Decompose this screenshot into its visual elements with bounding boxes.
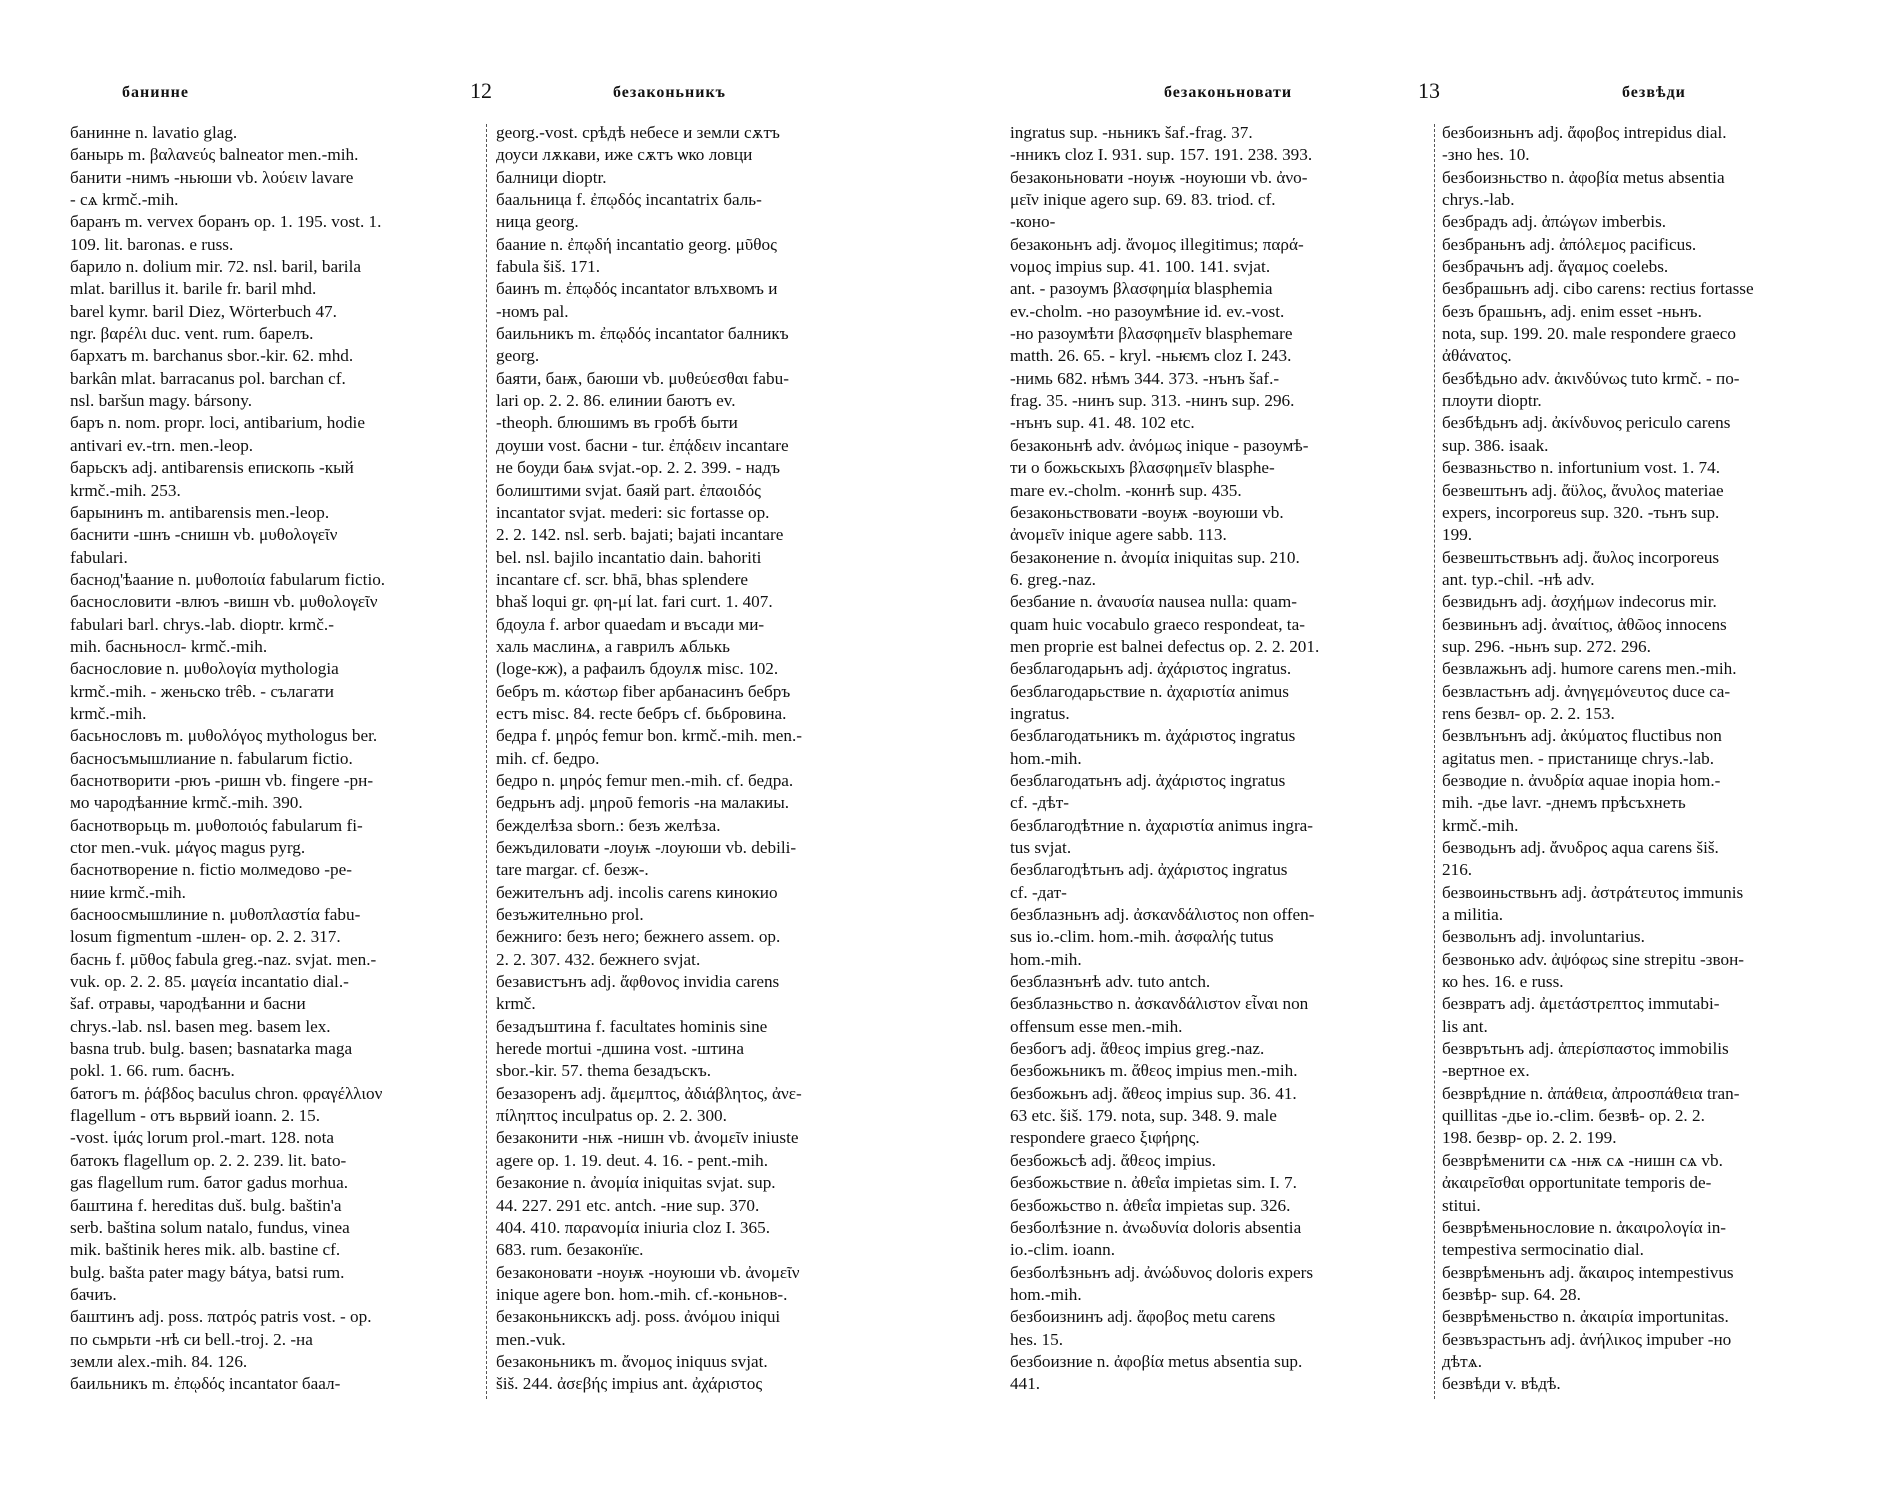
entry-line: баильникъ m. ἐπῳδός incantator баал- bbox=[70, 1374, 341, 1394]
entry-line: бархатъ m. barchanus sbor.-kir. 62. mhd. bbox=[70, 346, 354, 366]
entry-line: offensum esse men.-mih. bbox=[1010, 1016, 1183, 1036]
entry-line: hom.-mih. bbox=[1010, 1284, 1082, 1304]
entry-line: безаконьникскъ adj. poss. ἀνόμου iniqui bbox=[496, 1307, 781, 1327]
entry-line: ниие krmč.-mih. bbox=[70, 882, 186, 902]
entry-line: chrys.-lab. bbox=[1442, 190, 1515, 210]
entry-line: басносъмышлиание n. fabularum fictio. bbox=[70, 748, 353, 768]
entry-line: бежителънъ adj. incolis carens кинокио bbox=[496, 882, 778, 902]
entry-line: sup. 386. isaak. bbox=[1442, 435, 1549, 455]
entry-line: bhaš loqui gr. φη-μί lat. fari curt. 1. 407. bbox=[496, 592, 773, 612]
entry-line: бежъдиловати -лоуѭ -лоуюши vb. debili- bbox=[496, 838, 797, 857]
right-column-2 bbox=[1442, 122, 1880, 1396]
entry-line: ἀκαιρεῖσθαι opportunitate temporis de- bbox=[1442, 1173, 1712, 1193]
entry-line: 63 etc. šiš. 179. nota, sup. 348. 9. male bbox=[1010, 1106, 1277, 1126]
entry-line: krmč.-mih. bbox=[1442, 815, 1519, 835]
entry-line: cf. -дѣт- bbox=[1010, 793, 1069, 813]
entry-line: ctor men.-vuk. μάγος magus pyrg. bbox=[70, 838, 306, 857]
entry-line: quam huic vocabulo graeco respondeat, ta- bbox=[1010, 614, 1305, 634]
entry-line: krmč.-mih. 253. bbox=[70, 480, 181, 500]
entry-line: bel. nsl. bajilo incantatio dain. bahoriti bbox=[496, 547, 762, 567]
entry-line: безболѣзние n. ἀνωδυνία doloris absentia bbox=[1010, 1217, 1302, 1237]
entry-line: expers, incorporeus sup. 320. -тьнъ sup. bbox=[1442, 502, 1720, 522]
entry-line: баснь f. μῦθος fabula greg.-naz. svjat. men.- bbox=[70, 949, 377, 969]
entry-line: безвоиньствьнъ adj. ἀστράτευτος immunis bbox=[1442, 882, 1744, 902]
right-column-divider bbox=[1434, 124, 1435, 1399]
entry-line: бедрьнъ adj. μηροῦ femoris -на малакиы. bbox=[496, 793, 790, 813]
entry-line: дѣтѧ. bbox=[1442, 1351, 1483, 1371]
entry-line: men proprie est balnei defectus op. 2. 2. 201. bbox=[1010, 636, 1320, 656]
entry-line: безъжителньно prol. bbox=[496, 905, 644, 925]
entry-line: баснословити -влюъ -вишн vb. μυθολογεῖν bbox=[70, 592, 378, 612]
right-column-1 bbox=[1010, 122, 1448, 1396]
entry-line: безавистънъ adj. ἄφθονος invidia carens bbox=[496, 972, 780, 992]
entry-line: баснод'ѣаание n. μυθοποιία fabularum fictio. bbox=[70, 569, 386, 589]
entry-line: безбрадъ adj. ἀπώγων imberbis. bbox=[1442, 212, 1667, 232]
entry-line: ingratus sup. -ньникъ šaf.-frag. 37. bbox=[1010, 123, 1253, 142]
entry-line: по сьмрьти -нѣ си bell.-troj. 2. -на bbox=[70, 1329, 313, 1349]
entry-line: -коно- bbox=[1010, 212, 1056, 232]
entry-line: баание n. ἐπῳδή incantatio georg. μῦθος bbox=[496, 234, 777, 254]
entry-line: безвольнъ adj. involuntarius. bbox=[1442, 927, 1645, 947]
entry-line: antivari ev.-trn. men.-leop. bbox=[70, 435, 254, 455]
entry-line: безвидьнъ adj. ἀσχήμων indecorus mir. bbox=[1442, 592, 1717, 612]
entry-line: безбожьсѣ adj. ἄθεος impius. bbox=[1010, 1150, 1216, 1170]
entry-line: ко hes. 16. e russ. bbox=[1442, 972, 1564, 992]
entry-line: ница georg. bbox=[496, 212, 579, 232]
entry-line: баяти, баѭ, баюши vb. μυθεύεσθαι fabu- bbox=[496, 368, 789, 388]
entry-line: безвлажьнъ adj. humore carens men.-mih. bbox=[1442, 659, 1737, 679]
entry-line: bulg. bašta pater magy bátya, batsi rum. bbox=[70, 1262, 345, 1282]
entry-line: vuk. op. 2. 2. 85. μαγεία incantatio dial.- bbox=[70, 972, 349, 992]
entry-line: -нънъ sup. 41. 48. 102 etc. bbox=[1010, 413, 1195, 433]
entry-line: баснотворьць m. μυθοποιός fabularum fi- bbox=[70, 815, 363, 835]
entry-line: 216. bbox=[1442, 860, 1473, 880]
entry-line: krmč. bbox=[496, 994, 536, 1014]
entry-line: безбожьство n. ἀθεΐα impietas sup. 326. bbox=[1010, 1195, 1291, 1215]
left-header-right: безаконьникъ bbox=[613, 84, 726, 101]
entry-line: безблазньнъ adj. ἀσκανδάλιστος non offen- bbox=[1010, 905, 1315, 925]
entry-line: fabulari barl. chrys.-lab. dioptr. krmč.- bbox=[70, 614, 334, 634]
entry-line: losum figmentum -шлен- op. 2. 2. 317. bbox=[70, 927, 341, 947]
entry-line: -но разоумѣти βλασφημεῖν blasphemare bbox=[1010, 324, 1293, 344]
entry-line: -нникъ cloz I. 931. sup. 157. 191. 238. 393. bbox=[1010, 145, 1313, 165]
right-page-number: 13 bbox=[1418, 78, 1440, 103]
entry-line: безвештьствьнъ adj. ἄυλος incorporeus bbox=[1442, 547, 1720, 567]
entry-line: безвлънънъ adj. ἀκύματος fluctibus non bbox=[1442, 726, 1722, 746]
entry-line: 6. greg.-naz. bbox=[1010, 569, 1096, 589]
entry-line: безбание n. ἀναυσία nausea nulla: quam- bbox=[1010, 592, 1297, 612]
entry-line: pokl. 1. 66. rum. баснъ. bbox=[70, 1061, 235, 1081]
entry-line: šaf. отравы, чародѣанни и басни bbox=[70, 994, 306, 1014]
entry-line: mih. басньносл- krmč.-mih. bbox=[70, 636, 268, 656]
entry-line: безаконие n. ἀνομία iniquitas svjat. sup. bbox=[496, 1173, 776, 1193]
entry-line: плоути dioptr. bbox=[1442, 391, 1542, 411]
entry-line: бедра f. μηρός femur bon. krmč.-mih. men.- bbox=[496, 726, 802, 746]
entry-line: безаконовати -ноуѭ -ноуюши vb. ἀνομεῖν bbox=[496, 1262, 800, 1282]
entry-line: не боуди баѩ svjat.-op. 2. 2. 399. - надъ bbox=[496, 458, 781, 478]
entry-line: доуси лѫкави, иже сѫтъ ѡко ловци bbox=[496, 145, 753, 165]
left-page-number: 12 bbox=[470, 78, 492, 103]
entry-line: безвратъ adj. ἀμετάστρεπτος immutabi- bbox=[1442, 994, 1720, 1014]
entry-line: incantare cf. scr. bhā, bhas splendere bbox=[496, 569, 748, 589]
entry-line: безблазнънѣ adv. tuto antch. bbox=[1010, 972, 1211, 992]
entry-line: georg. bbox=[496, 346, 540, 366]
entry-line: батокъ flagellum op. 2. 2. 239. lit. bato- bbox=[70, 1150, 347, 1170]
entry-line: безбоизньнъ adj. ἄφοβος intrepidus dial. bbox=[1442, 123, 1727, 142]
entry-line: естъ misc. 84. recte бебръ cf. бьбровина. bbox=[496, 703, 787, 723]
entry-line: sbor.-kir. 57. thema безадъскъ. bbox=[496, 1061, 712, 1081]
entry-line: банинне n. lavatio glag. bbox=[70, 123, 238, 142]
entry-line: безвештьнъ adj. ἄϋλος, ἄνυλος materiae bbox=[1442, 480, 1724, 500]
entry-line: quillitas -дье io.-clim. безвѣ- op. 2. 2. bbox=[1442, 1106, 1705, 1126]
entry-line: баръ n. nom. propr. loci, antibarium, hodie bbox=[70, 413, 365, 433]
entry-line: 199. bbox=[1442, 525, 1473, 545]
entry-line: барьскъ adj. antibarensis епископь -кый bbox=[70, 458, 354, 478]
entry-line: chrys.-lab. nsl. basen meg. basem lex. bbox=[70, 1016, 331, 1036]
entry-line: безазоренъ adj. ἄμεμπτος, ἀδιάβλητος, ἀνε- bbox=[496, 1083, 802, 1103]
entry-line: баснотворити -рюъ -ришн vb. fingere -рн- bbox=[70, 770, 374, 790]
entry-line: mih. -дье lavr. -днемъ прѣсъхнеть bbox=[1442, 793, 1686, 813]
entry-line: cf. -дат- bbox=[1010, 882, 1067, 902]
entry-line: баальница f. ἐπῳδός incantatrix баль- bbox=[496, 190, 762, 210]
entry-line: бежниго: безъ него; бежнего assem. op. bbox=[496, 927, 781, 947]
entry-line: басноосмышлиние n. μυθοπλαστία fabu- bbox=[70, 905, 361, 925]
entry-line: безбожьнъ adj. ἄθεος impius sup. 36. 41. bbox=[1010, 1083, 1297, 1103]
entry-line: 198. безвр- op. 2. 2. 199. bbox=[1442, 1128, 1617, 1148]
entry-line: басьнословъ m. μυθολόγος mythologus ber. bbox=[70, 726, 378, 746]
entry-line: serb. baština solum natalo, fundus, vinea bbox=[70, 1217, 350, 1237]
entry-line: ἀθάνατος. bbox=[1442, 346, 1512, 366]
entry-line: agere op. 1. 19. deut. 4. 16. - pent.-mih. bbox=[496, 1150, 769, 1170]
entry-line: frag. 35. -нинъ sup. 313. -нинъ sup. 296. bbox=[1010, 391, 1295, 411]
entry-line: ant. typ.-chil. -нѣ adv. bbox=[1442, 569, 1595, 589]
entry-line: доуши vost. басни - tur. ἐπᾴδειν incantare bbox=[496, 435, 789, 455]
entry-line: безблагодарьствие n. ἀχαριστία animus bbox=[1010, 681, 1289, 701]
entry-line: io.-clim. ioann. bbox=[1010, 1240, 1116, 1260]
entry-line: бачиъ. bbox=[70, 1284, 117, 1304]
entry-line: fabulari. bbox=[70, 547, 128, 567]
entry-line: -vost. ἱμάς lorum prol.-mart. 128. nota bbox=[70, 1128, 335, 1148]
entry-line: tus svjat. bbox=[1010, 838, 1072, 857]
entry-line: безвонько adv. ἀψόφως sine strepitu -звон- bbox=[1442, 949, 1744, 969]
entry-line: безврѣменьнъ adj. ἄκαιρος intempestivus bbox=[1442, 1262, 1734, 1282]
left-column-2 bbox=[496, 122, 934, 1396]
entry-line: безвѣр- sup. 64. 28. bbox=[1442, 1284, 1581, 1304]
entry-line: болиштими svjat. баяй part. ἐπαοιδός bbox=[496, 480, 761, 500]
entry-line: банити -нимъ -ньюши vb. λούειν lavare bbox=[70, 167, 354, 187]
entry-line: -зно hes. 10. bbox=[1442, 145, 1530, 165]
entry-line: балници dioptr. bbox=[496, 167, 607, 187]
entry-line: безбоизнинъ adj. ἄφοβος metu carens bbox=[1010, 1307, 1276, 1327]
entry-line: бдоула f. arbor quaedam и въсади ми- bbox=[496, 614, 765, 634]
entry-line: ant. - разоумъ βλασφημία blasphemia bbox=[1010, 279, 1273, 299]
entry-line: безвиньнъ adj. ἀναίτιος, ἀθῶος innocens bbox=[1442, 614, 1727, 634]
entry-line: sus io.-clim. hom.-mih. ἀσφαλής tutus bbox=[1010, 927, 1274, 947]
entry-line: безблагодатьникъ m. ἀχάριστος ingratus bbox=[1010, 726, 1296, 746]
entry-line: 109. lit. baronas. e russ. bbox=[70, 234, 234, 254]
entry-line: батогъ m. ῥάβδος baculus chron. φραγέλλιον bbox=[70, 1083, 383, 1103]
entry-line: безврѣменьнословие n. ἀκαιρολογία in- bbox=[1442, 1217, 1727, 1237]
entry-line: stitui. bbox=[1442, 1195, 1481, 1215]
entry-line: безаконьновати -ноуѭ -ноуюши vb. ἀνο- bbox=[1010, 167, 1308, 187]
entry-line: barkân mlat. barracanus pol. barchan cf. bbox=[70, 368, 346, 388]
entry-line: безадъштина f. facultates hominis sine bbox=[496, 1016, 768, 1036]
entry-line: inique agere bon. hom.-mih. cf.-коньнов-. bbox=[496, 1284, 788, 1304]
entry-line: ingratus. bbox=[1010, 703, 1070, 723]
entry-line: fabula šiš. 171. bbox=[496, 257, 601, 277]
entry-line: безаконити -нѭ -нишн vb. ἀνομεῖν iniuste bbox=[496, 1128, 799, 1148]
entry-line: 2. 2. 142. nsl. serb. bajati; bajati incantare bbox=[496, 525, 784, 545]
entry-line: hes. 15. bbox=[1010, 1329, 1063, 1349]
entry-line: 404. 410. παρανομία iniuria cloz I. 365. bbox=[496, 1217, 771, 1237]
right-header-left: безаконьновати bbox=[1164, 84, 1293, 101]
entry-line: баснотворение n. fictio молмедово -ре- bbox=[70, 860, 352, 880]
entry-line: безвластьнъ adj. ἀνηγεμόνευτος duce ca- bbox=[1442, 681, 1731, 701]
entry-line: безаконение n. ἀνομία iniquitas sup. 210. bbox=[1010, 547, 1300, 567]
left-header-left: банинне bbox=[122, 84, 189, 101]
entry-line: mih. cf. бедро. bbox=[496, 748, 600, 768]
entry-line: agitatus men. - пристанище chrys.-lab. bbox=[1442, 748, 1715, 768]
entry-line: ev.-cholm. -но разоумѣние id. ev.-vost. bbox=[1010, 301, 1285, 321]
entry-line: 683. rum. безаконїѥ. bbox=[496, 1240, 644, 1260]
entry-line: барынинъ m. antibarensis men.-leop. bbox=[70, 502, 330, 522]
entry-line: безблагодарьнъ adj. ἀχάριστος ingratus. bbox=[1010, 659, 1292, 679]
entry-line: a militia. bbox=[1442, 905, 1504, 925]
entry-line: безблагодатьнъ adj. ἀχάριστος ingratus bbox=[1010, 770, 1286, 790]
entry-line: lari op. 2. 2. 86. елинии баютъ ev. bbox=[496, 391, 736, 411]
entry-line: безвъзрастьнъ adj. ἀνήλικος impuber -но bbox=[1442, 1329, 1732, 1349]
entry-line: basna trub. bulg. basen; basnatarka maga bbox=[70, 1039, 353, 1059]
entry-line: ngr. βαρέλι duc. vent. rum. барелъ. bbox=[70, 324, 314, 344]
entry-line: rens безвл- op. 2. 2. 153. bbox=[1442, 703, 1615, 723]
entry-line: безбѣдьнъ adj. ἀκίνδυνος periculo carens bbox=[1442, 413, 1731, 433]
entry-line: безвазньство n. infortunium vost. 1. 74. bbox=[1442, 458, 1721, 478]
entry-line: баранъ m. vervex боранъ op. 1. 195. vost. 1. bbox=[70, 212, 382, 232]
entry-line: бедро n. μηρός femur men.-mih. cf. бедра. bbox=[496, 770, 794, 790]
entry-line: flagellum - отъ вьрвий ioann. 2. 15. bbox=[70, 1106, 321, 1126]
entry-line: incantator svjat. mederi: sic fortasse op. bbox=[496, 502, 770, 522]
entry-line: mik. baštinik heres mik. alb. bastine cf. bbox=[70, 1240, 341, 1260]
entry-line: ти о божьскыхъ βλασφημεῖν blasphe- bbox=[1010, 458, 1275, 478]
entry-line: nsl. baršun magy. bársony. bbox=[70, 391, 253, 411]
entry-line: халь маслинѧ, а гаврилъ ѧблькь bbox=[496, 636, 730, 656]
entry-line: herede mortui -дшина vost. -штина bbox=[496, 1039, 744, 1059]
entry-line: 2. 2. 307. 432. бежнего svjat. bbox=[496, 949, 701, 969]
entry-line: 441. bbox=[1010, 1374, 1041, 1394]
entry-line: земли alex.-mih. 84. 126. bbox=[70, 1351, 248, 1371]
entry-line: безблагодѣтьнъ adj. ἀχάριστος ingratus bbox=[1010, 860, 1288, 880]
entry-line: безаконьнъ adj. ἄνομος illegitimus; παρά- bbox=[1010, 234, 1304, 254]
entry-line: безврѣдние n. ἀπάθεια, ἀπροσπάθεια tran- bbox=[1442, 1083, 1740, 1103]
left-column-divider bbox=[486, 124, 487, 1399]
entry-line: безаконьнѣ adv. ἀνόμως inique - разоумѣ- bbox=[1010, 435, 1309, 455]
entry-line: безбоизние n. ἀφοβία metus absentia sup. bbox=[1010, 1351, 1303, 1371]
entry-line: безврътьнъ adj. ἀπερίσπαστος immobilis bbox=[1442, 1039, 1729, 1059]
left-column-1 bbox=[70, 122, 508, 1396]
entry-line: безблазньство n. ἀσκανδάλιστον εἶναι non bbox=[1010, 994, 1309, 1014]
entry-line: баинъ m. ἐπῳδός incantator влъхвомъ и bbox=[496, 279, 778, 299]
entry-line: безболѣзньнъ adj. ἀνώδυνος doloris expers bbox=[1010, 1262, 1314, 1282]
entry-line: (loge-кж), а рафаилъ бдоулѫ misc. 102. bbox=[496, 659, 779, 679]
entry-line: баснословие n. μυθολογία mythologia bbox=[70, 659, 339, 679]
entry-line: мо чародѣанние krmč.-mih. 390. bbox=[70, 793, 303, 813]
entry-line: -theoph. блюшимъ въ гробѣ быти bbox=[496, 413, 738, 433]
entry-line: безвѣди v. вѣдѣ. bbox=[1442, 1374, 1561, 1394]
entry-line: бежделѣза sborn.: безъ желѣза. bbox=[496, 815, 721, 835]
entry-line: hom.-mih. bbox=[1010, 949, 1082, 969]
entry-line: баснити -шнъ -снишн vb. μυθολογεῖν bbox=[70, 525, 338, 545]
entry-line: безводьнъ adj. ἄνυδρος aqua carens šiš. bbox=[1442, 838, 1719, 857]
entry-line: баштинъ adj. poss. πατρός patris vost. - op. bbox=[70, 1307, 372, 1327]
entry-line: безбрачьнъ adj. ἄγαμος coelebs. bbox=[1442, 257, 1669, 277]
entry-line: šiš. 244. ἀσεβής impius ant. ἀχάριστος bbox=[496, 1374, 763, 1394]
entry-line: men.-vuk. bbox=[496, 1329, 566, 1349]
entry-line: банырь m. βαλανεύς balneator men.-mih. bbox=[70, 145, 359, 165]
entry-line: баильникъ m. ἐπῳδός incantator балникъ bbox=[496, 324, 789, 344]
entry-line: безврѣменити сѧ -нѭ сѧ -нишн сѧ vb. bbox=[1442, 1150, 1723, 1170]
entry-line: lis ant. bbox=[1442, 1016, 1488, 1036]
entry-line: безбогъ adj. ἄθεος impius greg.-naz. bbox=[1010, 1039, 1265, 1059]
entry-line: -нимь 682. нѣмъ 344. 373. -нънъ šaf.- bbox=[1010, 368, 1280, 388]
entry-line: hom.-mih. bbox=[1010, 748, 1082, 768]
entry-line: respondere graeco ξιφήρης. bbox=[1010, 1128, 1200, 1148]
entry-line: -вертное ex. bbox=[1442, 1061, 1530, 1081]
entry-line: безврѣменьство n. ἀκαιρία importunitas. bbox=[1442, 1307, 1729, 1327]
entry-line: ἀνομεῖν inique agere sabb. 113. bbox=[1010, 525, 1227, 545]
entry-line: безъ брашьнъ, adj. enim esset -ньнъ. bbox=[1442, 301, 1702, 321]
entry-line: - сѧ krmč.-mih. bbox=[70, 190, 179, 210]
entry-line: georg.-vost. срѣдѣ небесе и земли сѫтъ bbox=[496, 123, 780, 142]
entry-line: безбожьникъ m. ἄθεος impius men.-mih. bbox=[1010, 1061, 1298, 1081]
entry-line: безблагодѣтние n. ἀχαριστία animus ingra- bbox=[1010, 815, 1314, 835]
entry-line: безбѣдьно adv. ἀκινδύνως tuto krmč. - по- bbox=[1442, 368, 1740, 388]
entry-line: sup. 296. -ньнъ sup. 272. 296. bbox=[1442, 636, 1651, 656]
entry-line: барило n. dolium mir. 72. nsl. baril, barila bbox=[70, 257, 361, 277]
entry-line: безбраньнъ adj. ἀπόλεμος pacificus. bbox=[1442, 234, 1697, 254]
entry-line: matth. 26. 65. - kryl. -ньѥмъ cloz I. 243. bbox=[1010, 346, 1292, 366]
entry-line: μεῖν inique agero sup. 69. 83. triod. cf. bbox=[1010, 190, 1276, 210]
entry-line: mare ev.-cholm. -коннѣ sup. 435. bbox=[1010, 480, 1242, 500]
entry-line: nota, sup. 199. 20. male respondere graeco bbox=[1442, 324, 1737, 344]
right-header-right: безвѣди bbox=[1622, 84, 1686, 101]
entry-line: бебръ m. κάστωρ fiber арбанасинъ бебръ bbox=[496, 681, 791, 701]
entry-line: mlat. barillus it. barile fr. baril mhd. bbox=[70, 279, 317, 299]
entry-line: πίληπτος inculpatus op. 2. 2. 300. bbox=[496, 1106, 727, 1126]
entry-line: krmč.-mih. - женьско trêb. - сълагати bbox=[70, 681, 334, 701]
entry-line: безводие n. ἀνυδρία aquae inopia hom.- bbox=[1442, 770, 1721, 790]
entry-line: безбоизньство n. ἀφοβία metus absentia bbox=[1442, 167, 1725, 187]
entry-line: tare margar. cf. безж-. bbox=[496, 860, 649, 880]
entry-line: безаконьникъ m. ἄνομος iniquus svjat. bbox=[496, 1351, 768, 1371]
entry-line: krmč.-mih. bbox=[70, 703, 147, 723]
entry-line: безбожьствие n. ἀθεΐα impietas sim. I. 7. bbox=[1010, 1173, 1297, 1193]
entry-line: баштина f. hereditas duš. bulg. baštin'a bbox=[70, 1195, 342, 1215]
entry-line: -номъ pal. bbox=[496, 301, 569, 321]
entry-line: tempestiva sermocinatio dial. bbox=[1442, 1240, 1644, 1260]
entry-line: 44. 227. 291 etc. antch. -ние sup. 370. bbox=[496, 1195, 760, 1215]
entry-line: barel kymr. baril Diez, Wörterbuch 47. bbox=[70, 301, 337, 321]
entry-line: безбрашьнъ adj. cibo carens: rectius fortasse bbox=[1442, 279, 1754, 299]
entry-line: gas flagellum rum. батог gadus morhua. bbox=[70, 1173, 348, 1193]
entry-line: νομος impius sup. 41. 100. 141. svjat. bbox=[1010, 257, 1271, 277]
entry-line: безаконьствовати -воуѭ -воуюши vb. bbox=[1010, 502, 1284, 522]
